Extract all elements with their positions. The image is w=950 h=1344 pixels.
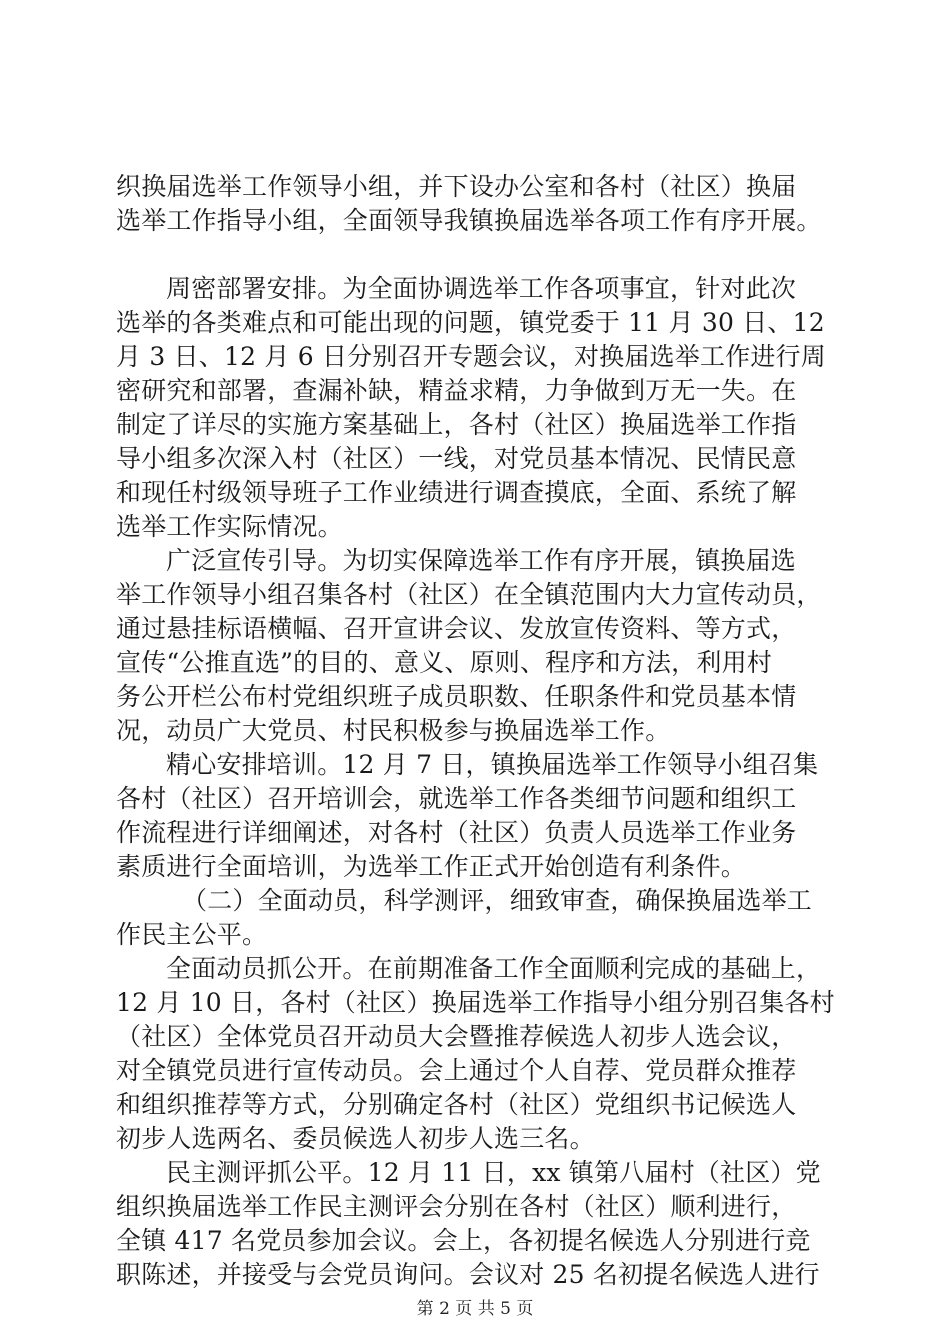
text-line: 初步人选两名、委员候选人初步人选三名。 bbox=[116, 1124, 595, 1153]
text-line: 民主测评抓公平。12 月 11 日，xx 镇第八届村（社区）党 bbox=[166, 1158, 821, 1187]
page-number-footer: 第 2 页 共 5 页 bbox=[416, 1299, 534, 1319]
paragraph-deployment bbox=[116, 272, 846, 544]
document-body bbox=[116, 170, 846, 1292]
text-line: （二）全面动员，科学测评，细致审查，确保换届选举工 bbox=[182, 886, 813, 915]
text-line: 精心安排培训。12 月 7 日，镇换届选举工作领导小组召集 bbox=[166, 750, 819, 779]
text-line: 和现任村级领导班子工作业绩进行调查摸底，全面、系统了解 bbox=[116, 478, 797, 507]
text-line: 月 3 日、12 月 6 日分别召开专题会议，对换届选举工作进行周 bbox=[116, 342, 826, 371]
text-line: 密研究和部署，查漏补缺，精益求精，力争做到万无一失。在 bbox=[116, 376, 797, 405]
text-line: 通过悬挂标语横幅、召开宣讲会议、发放宣传资料、等方式， bbox=[116, 614, 797, 643]
text-line: 制定了详尽的实施方案基础上，各村（社区）换届选举工作指 bbox=[116, 410, 797, 439]
text-line: 导小组多次深入村（社区）一线，对党员基本情况、民情民意 bbox=[116, 444, 797, 473]
text-line: 职陈述，并接受与会党员询问。会议对 25 名初提名候选人进行 bbox=[116, 1260, 820, 1289]
paragraph-gap bbox=[116, 238, 846, 272]
text-line: 作民主公平。 bbox=[116, 920, 268, 949]
paragraph-continuation bbox=[116, 170, 846, 238]
paragraph-mobilization bbox=[116, 952, 846, 1156]
text-line: 各村（社区）召开培训会，就选举工作各类细节问题和组织工 bbox=[116, 784, 797, 813]
text-line: 广泛宣传引导。为切实保障选举工作有序开展，镇换届选 bbox=[166, 546, 797, 575]
text-line: 况，动员广大党员、村民积极参与换届选举工作。 bbox=[116, 716, 671, 745]
text-line: 和组织推荐等方式，分别确定各村（社区）党组织书记候选人 bbox=[116, 1090, 797, 1119]
text-line: 宣传“公推直选”的目的、意义、原则、程序和方法，利用村 bbox=[116, 648, 772, 677]
text-line: 周密部署安排。为全面协调选举工作各项事宜，针对此次 bbox=[166, 274, 797, 303]
text-line: 全面动员抓公开。在前期准备工作全面顺利完成的基础上， bbox=[166, 954, 822, 983]
paragraph-evaluation bbox=[116, 1156, 846, 1292]
text-line: 选举工作指导小组，全面领导我镇换届选举各项工作有序开展。 bbox=[116, 206, 822, 235]
text-line: （社区）全体党员召开动员大会暨推荐候选人初步人选会议， bbox=[116, 1022, 797, 1051]
text-line: 全镇 417 名党员参加会议。会上，各初提名候选人分别进行竞 bbox=[116, 1226, 811, 1255]
text-line: 务公开栏公布村党组织班子成员职数、任职条件和党员基本情 bbox=[116, 682, 797, 711]
section-heading bbox=[116, 884, 846, 952]
text-line: 素质进行全面培训，为选举工作正式开始创造有利条件。 bbox=[116, 852, 747, 881]
text-line: 作流程进行详细阐述，对各村（社区）负责人员选举工作业务 bbox=[116, 818, 797, 847]
text-line: 12 月 10 日，各村（社区）换届选举工作指导小组分别召集各村 bbox=[116, 988, 835, 1017]
text-line: 对全镇党员进行宣传动员。会上通过个人自荐、党员群众推荐 bbox=[116, 1056, 797, 1085]
paragraph-training bbox=[116, 748, 846, 884]
paragraph-publicity bbox=[116, 544, 846, 748]
text-line: 选举的各类难点和可能出现的问题，镇党委于 11 月 30 日、12 bbox=[116, 308, 825, 337]
text-line: 织换届选举工作领导小组，并下设办公室和各村（社区）换届 bbox=[116, 172, 797, 201]
text-line: 选举工作实际情况。 bbox=[116, 512, 343, 541]
text-line: 举工作领导小组召集各村（社区）在全镇范围内大力宣传动员， bbox=[116, 580, 822, 609]
text-line: 组织换届选举工作民主测评会分别在各村（社区）顺利进行， bbox=[116, 1192, 797, 1221]
